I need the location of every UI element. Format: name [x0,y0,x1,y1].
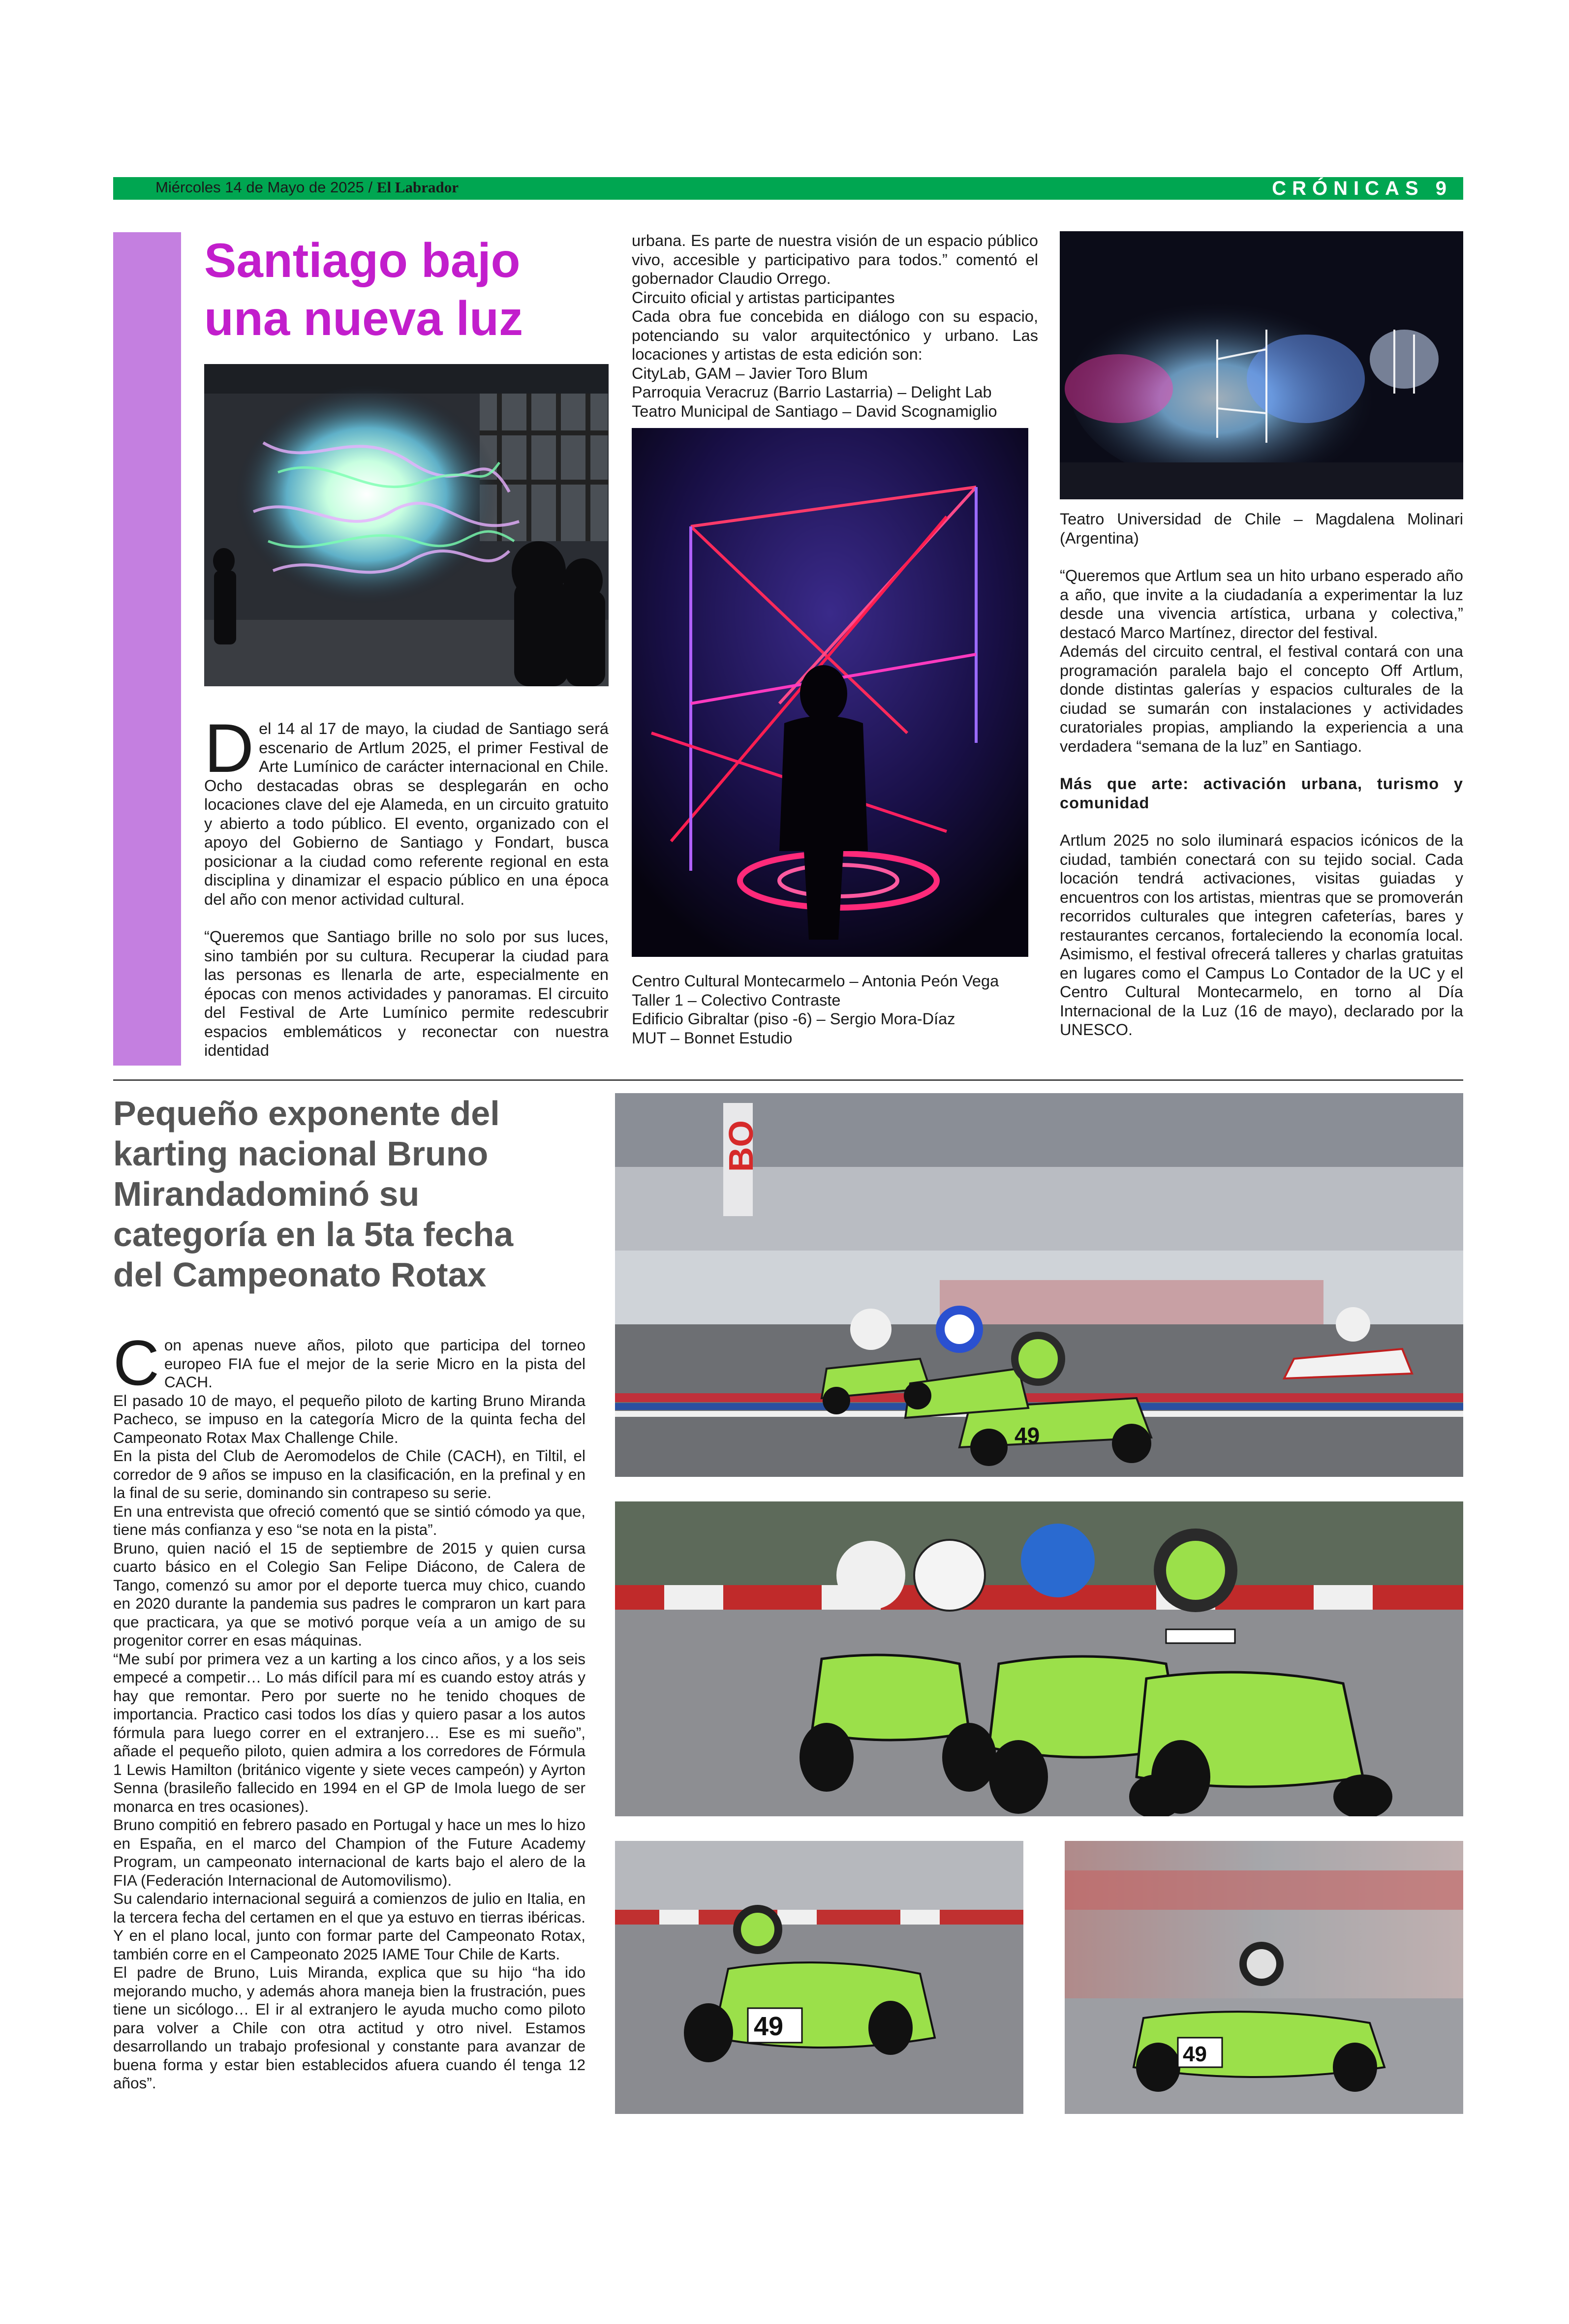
kart-number-49: 49 [1183,2042,1207,2066]
article2-paragraph: En la pista del Club de Aeromodelos de Chile (CACH), en Tiltil, el corredor de 9 años se impuso en la clasificación, en la prefinal y en la final de su serie, dominando sin contrapeso su serie. [113,1447,585,1501]
article1-paragraph-1: el 14 al 17 de mayo, la ciudad de Santiago será escenario de Artlum 2025, el primer Festival de Arte Lumínico de carácter internacional en Chile. Ocho destacadas obras se desplegarán en ocho locaciones clave del eje Alameda, en un circuito gratuito y abierto a todo público. El evento, organizado con el apoyo del Gobierno de Santiago y Fondart, busca posicionar a la ciudad como referente regional en esta disciplina y dinamizar el espacio público en una época del año con menor actividad cultural. [204,720,609,908]
karting-race-photo-2 [615,1501,1463,1816]
light-tunnel-photo [204,364,609,686]
mid-subhead-circuit: Circuito oficial y artistas participantes [632,288,895,306]
header-date: Miércoles 14 de Mayo de 2025 [155,179,364,196]
trackside-banner-text: BO [722,1120,760,1172]
caption-line: Edificio Gibraltar (piso -6) – Sergio Mora-Díaz [632,1010,955,1028]
article1-headline: Santiago bajo una nueva luz [204,233,523,345]
header-banner [113,177,1463,200]
article2-paragraph: Bruno compitió en febrero pasado en Portugal y hace un mes lo hizo en España, en el marco del Champion of the Future Academy Program, un campeonato internacional de karts bajo el alero de la FIA (Federación Internacional de Automovilismo). [113,1816,585,1889]
off-artlum-paragraph: Además del circuito central, el festival contará con una programación paralela bajo el concepto Off Artlum, donde distintas galerías y espacios culturales de la ciudad se sumarán con instalaciones y actividades curatoriales propias, ampliando la experiencia a una verdadera “semana de la luz” en Santiago. [1060,642,1463,755]
article2-paragraph: “Me subí por primera vez a un karting a los cinco años, y a los seis empecé a competir… Lo más difícil para mí es cuando estoy atrás y hay que remontar. Pero por suerte no he tenido choques de importancia. Practico casi todos los días y quiero pasar a los autos fórmula para luego correr en el extranjero… Ese es mi sueño”, añade el pequeño piloto, quien admira a los corredores de Fórmula 1 Lewis Hamilton (británico vigente y siete veces campeón) y Ayrton Senna (brasileño fallecido en 1994 en el GP de Imola luego de ser monarca en tres ocasiones). [113,1650,585,1815]
mid-text-line: Cada obra fue concebida en diálogo con su espacio, potenciando su valor arquitectónico y urbano. Las locaciones y artistas de esta edición son: [632,307,1038,363]
venue-line: Parroquia Veracruz (Barrio Lastarria) – Delight Lab [632,383,992,401]
article1-column-mid [632,231,1038,421]
section-label [1272,177,1452,200]
director-quote: “Queremos que Artlum sea un hito urbano esperado año a año, que invite a la ciudadanía a experimentar la luz desde una vivencia artística, urbana y colectiva,” destacó Marco Martínez, director del festival. [1060,567,1463,642]
karting-race-photo-4 [1065,1841,1463,2114]
venue-line: Teatro Municipal de Santiago – David Scognamiglio [632,402,997,420]
article2-paragraph: Su calendario internacional seguirá a comienzos de julio en Italia, en la tercera fecha del certamen en el que ya estuvo en tierras ibéricas. Y en el plano local, junto con formar parte del Campeonato Rotax, también corre en el Campeonato 2025 IAME Tour Chile de Karts. [113,1890,585,1963]
article1-column-right [1060,510,1463,1040]
article2-paragraph: En una entrevista que ofreció comentó que se sintió cómodo ya que, tiene más confianza y eso “se nota en la pista”. [113,1502,585,1538]
article2-paragraph: Bruno, quien nació el 15 de septiembre de 2015 y quien cursa cuarto básico en el Colegio San Felipe Diácono, de Calera de Tango, comenzó su amor por el deporte tuerca muy chico, cuando en 2020 durante la pandemia sus padres le compraron un kart para que practicara, ya que se motivó porque veía a un amigo de su progenitor correr en esas máquinas. [113,1539,585,1649]
article2-lead: on apenas nueve años, piloto que participa del torneo europeo FIA fue el mejor de la serie Micro en la pista del CACH. [164,1336,585,1391]
publication-name: El Labrador [376,179,459,196]
venue-line: CityLab, GAM – Javier Toro Blum [632,364,868,382]
caption-line: Taller 1 – Colectivo Contraste [632,991,841,1009]
article1-dropcap: D [204,709,254,787]
kart-number-49: 49 [754,2012,784,2041]
article2-headline: Pequeño exponente del karting nacional Bruno Mirandadominó su categoría en la 5ta fecha del Campeonato Rotax [113,1094,514,1294]
closing-paragraph: Artlum 2025 no solo iluminará espacios icónicos de la ciudad, también conectará con su tejido social. Cada locación tendrá activaciones, visitas guiadas y encuentros con los artistas, mientras que se promoverán recorridos culturales que integren cafeterías, bares y restaurantes cercanos, fortaleciendo la economía local. Asimismo, el festival ofrecerá talleres y charlas gratuitas en lugares como el Campus Lo Contador de la UC y el Centro Cultural Montecarmelo, en torno al Día Internacional de la Luz (16 de mayo), declarado por la UNESCO. [1060,831,1463,1039]
caption-line: MUT – Bonnet Estudio [632,1029,793,1047]
caption-line: Centro Cultural Montecarmelo – Antonia Peón Vega [632,972,999,990]
venue-line-teatro-uchile: Teatro Universidad de Chile – Magdalena Molinari (Argentina) [1060,510,1463,547]
laser-installation-photo [632,428,1028,957]
article2-paragraph: El padre de Bruno, Luis Miranda, explica que su hijo “ha ido mejorando mucho, y además ahora maneja bien la frustración, pues tiene un sicólogo… El ir al extranjero le ayuda mucho como piloto para volver a Chile con otra actitud y otro nivel. Estamos desarrollando un trabajo profesional y constante para avanzar de buena forma y estar bien establecidos afuera cuando él tenga 12 años”. [113,1963,585,2092]
page-number: 9 [1435,178,1452,199]
article2-dropcap: C [113,1327,159,1399]
article2-paragraph: El pasado 10 de mayo, el pequeño piloto de karting Bruno Miranda Pacheco, se impuso en la categoría Micro de la quinta fecha del Campeonato Rotax Max Challenge Chile. [113,1391,585,1446]
mid-text-line: urbana. Es parte de nuestra visión de un espacio público vivo, accesible y participativo para todos.” comentó el gobernador Claudio Orrego. [632,232,1038,287]
header-date-line: Miércoles 14 de Mayo de 2025 / El Labrador [155,179,459,196]
article1-column-left [204,709,609,1060]
subheading-mas-que-arte: Más que arte: activación urbana, turismo y comunidad [1060,775,1463,812]
photo-caption-venues [632,972,1038,1047]
sidebar-accent-bar [113,232,181,1066]
article1-paragraph-2: “Queremos que Santiago brille no solo por sus luces, sino también por su cultura. Recuperar la ciudad para las personas es llenarla de arte, especialmente en épocas con menos actividades y panoramas. El circuito del Festival de Arte Lumínico permite redescubrir espacios emblemáticos y reconectar con nuestra identidad [204,928,609,1059]
article2-body [113,1327,585,2093]
kart-number-49: 49 [1015,1423,1040,1448]
section-divider [113,1079,1463,1081]
karting-race-photo-3 [615,1841,1023,2114]
section-name: CRÓNICAS [1272,178,1424,199]
night-light-sculpture-photo [1060,231,1463,499]
karting-race-photo-1 [615,1093,1463,1477]
